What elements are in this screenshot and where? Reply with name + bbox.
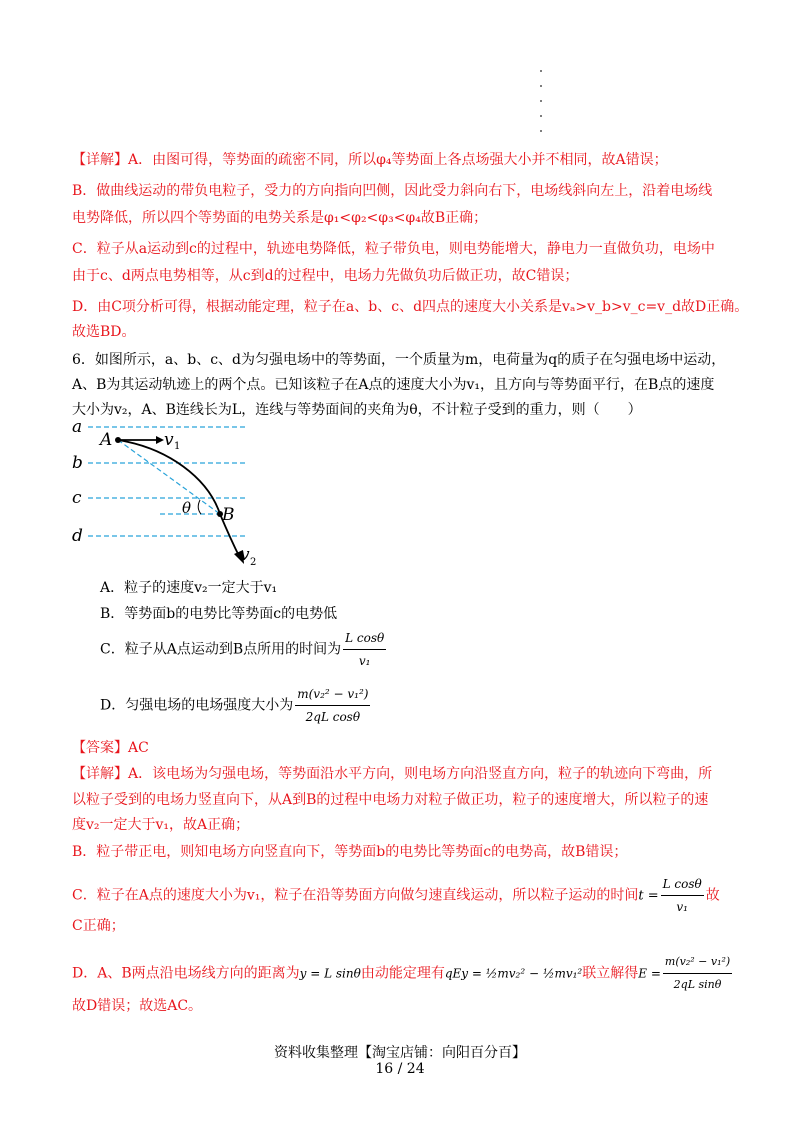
detail-c-t: t = <box>638 888 659 904</box>
prev-detail-b1: B．做曲线运动的带负电粒子，受力的方向指向凹侧，因此受力斜向右下，电场线斜向左上，沿着电场线 <box>72 183 713 199</box>
answer-value: AC <box>128 740 149 756</box>
detail-d1 <box>72 952 732 995</box>
label-b: b <box>72 453 83 473</box>
option-C-den: v₁ <box>358 654 371 668</box>
detail-c2: C正确； <box>72 918 125 934</box>
question-line-1: 6．如图所示，a、b、c、d为匀强电场中的等势面，一个质量为m，电荷量为q的质子在匀强电场中运动， <box>72 352 726 368</box>
detail-d-fraction <box>663 952 732 995</box>
v1-arrowhead <box>156 436 164 444</box>
detail-c1-tail: 故 <box>705 887 720 904</box>
equipotential-figure <box>68 418 268 578</box>
label-v1: v <box>164 430 174 450</box>
detail-c1 <box>72 874 732 917</box>
detail-d-num: m(v₂² − v₁²) <box>663 952 732 974</box>
label-point-A: A <box>100 430 113 450</box>
label-d: d <box>72 526 83 546</box>
detail-b: B．粒子带正电，则知电场方向竖直向下，等势面b的电势比等势面c的电势高，故B错误； <box>72 844 628 860</box>
detail-c-fraction <box>661 874 704 917</box>
answer-line <box>72 738 732 758</box>
prev-detail-c1: C．粒子从a运动到c的过程中，轨迹电势降低，粒子带负电，则电势能增大，静电力一直做负功，电场中 <box>72 241 715 257</box>
detail-d1-join: 联立解得 <box>582 965 639 982</box>
option-D <box>100 684 372 727</box>
prev-detail-d2: 故选BD。 <box>72 324 136 340</box>
detail-a1-text: A．该电场为匀强电场，等势面沿水平方向，则电场方向沿竖直方向，粒子的轨迹向下弯曲，所 <box>128 766 713 782</box>
detail-c1-text: C．粒子在A点的速度大小为v₁，粒子在沿等势面方向做匀速直线运动，所以粒子运动的时间 <box>72 887 639 904</box>
detail-tag: 【详解】 <box>72 766 128 782</box>
detail-c-num: L cosθ <box>661 874 704 896</box>
ab-connecting-line <box>118 440 220 514</box>
option-D-den: 2qL cosθ <box>305 710 361 724</box>
option-D-fraction <box>295 684 370 727</box>
prev-detail-d1: D．由C项分析可得，根据动能定理，粒子在a、b、c、d四点的速度大小关系是vₐ>v_b>v_c=v_d故D正确。 <box>72 299 749 315</box>
option-A: A．粒子的速度v₂一定大于v₁ <box>100 580 278 596</box>
detail-d1-mid: 由动能定理有 <box>360 965 445 982</box>
label-v1-sub: 1 <box>174 441 181 452</box>
prev-detail-c2: 由于c、d两点电势相等，从c到d的过程中，电场力先做负功后做正功，故C错误； <box>72 268 579 284</box>
prev-detail-a <box>72 150 732 170</box>
theta-arc <box>198 500 201 514</box>
decorative-dots <box>540 70 544 145</box>
option-C-text: C．粒子从A点运动到B点所用的时间为 <box>100 641 342 658</box>
option-C-fraction <box>343 628 386 671</box>
question-line-2: A、B为其运动轨迹上的两个点。已知该粒子在A点的速度大小为v₁，且方向与等势面平行，在B点的速度 <box>72 377 715 393</box>
option-C <box>100 628 388 671</box>
detail-d-y: y = L sinθ <box>299 966 361 981</box>
page-number: 16 / 24 <box>375 1061 425 1077</box>
point-A-dot <box>115 437 121 443</box>
label-v2-sub: 2 <box>250 557 257 568</box>
prev-detail-b2: 电势降低，所以四个等势面的电势关系是φ₁<φ₂<φ₃<φ₄故B正确； <box>72 210 488 226</box>
question-line-3: 大小为v₂，A、B连线长为L，连线与等势面间的夹角为θ，不计粒子受到的重力，则（ ） <box>72 402 642 418</box>
detail-d-eq: qEy = ½mv₂² − ½mv₁² <box>444 966 583 981</box>
detail-a2: 以粒子受到的电场力竖直向下，从A到B的过程中电场力对粒子做正功，粒子的速度增大，所以粒子的速 <box>72 792 709 808</box>
option-B: B．等势面b的电势比等势面c的电势低 <box>100 606 338 622</box>
detail-a1 <box>72 764 732 784</box>
prev-detail-a-text: A．由图可得，等势面的疏密不同，所以φ₄等势面上各点场强大小并不相同，故A错误； <box>128 152 668 168</box>
detail-d1-text: D．A、B两点沿电场线方向的距离为 <box>72 965 300 982</box>
label-v2: v <box>240 545 250 565</box>
detail-a3: 度v₂一定大于v₁，故A正确； <box>72 817 250 833</box>
trajectory-curve <box>118 440 240 558</box>
detail-d-den: 2qL sinθ <box>673 978 722 991</box>
detail-d2: 故D错误；故选AC。 <box>72 998 203 1014</box>
prev-detail-tag: 【详解】 <box>72 152 128 168</box>
footer-source: 资料收集整理【淘宝店铺：向阳百分百】 <box>274 1045 526 1061</box>
option-D-text: D．匀强电场的电场强度大小为 <box>100 697 294 714</box>
label-theta: θ <box>182 499 192 517</box>
answer-tag: 【答案】 <box>72 740 128 756</box>
label-a: a <box>72 418 83 437</box>
option-D-num: m(v₂² − v₁²) <box>295 684 370 706</box>
detail-d-E: E = <box>638 966 661 981</box>
label-point-B: B <box>222 505 235 525</box>
detail-c-den: v₁ <box>676 900 688 914</box>
option-C-num: L cosθ <box>343 628 386 650</box>
label-c: c <box>72 488 82 508</box>
